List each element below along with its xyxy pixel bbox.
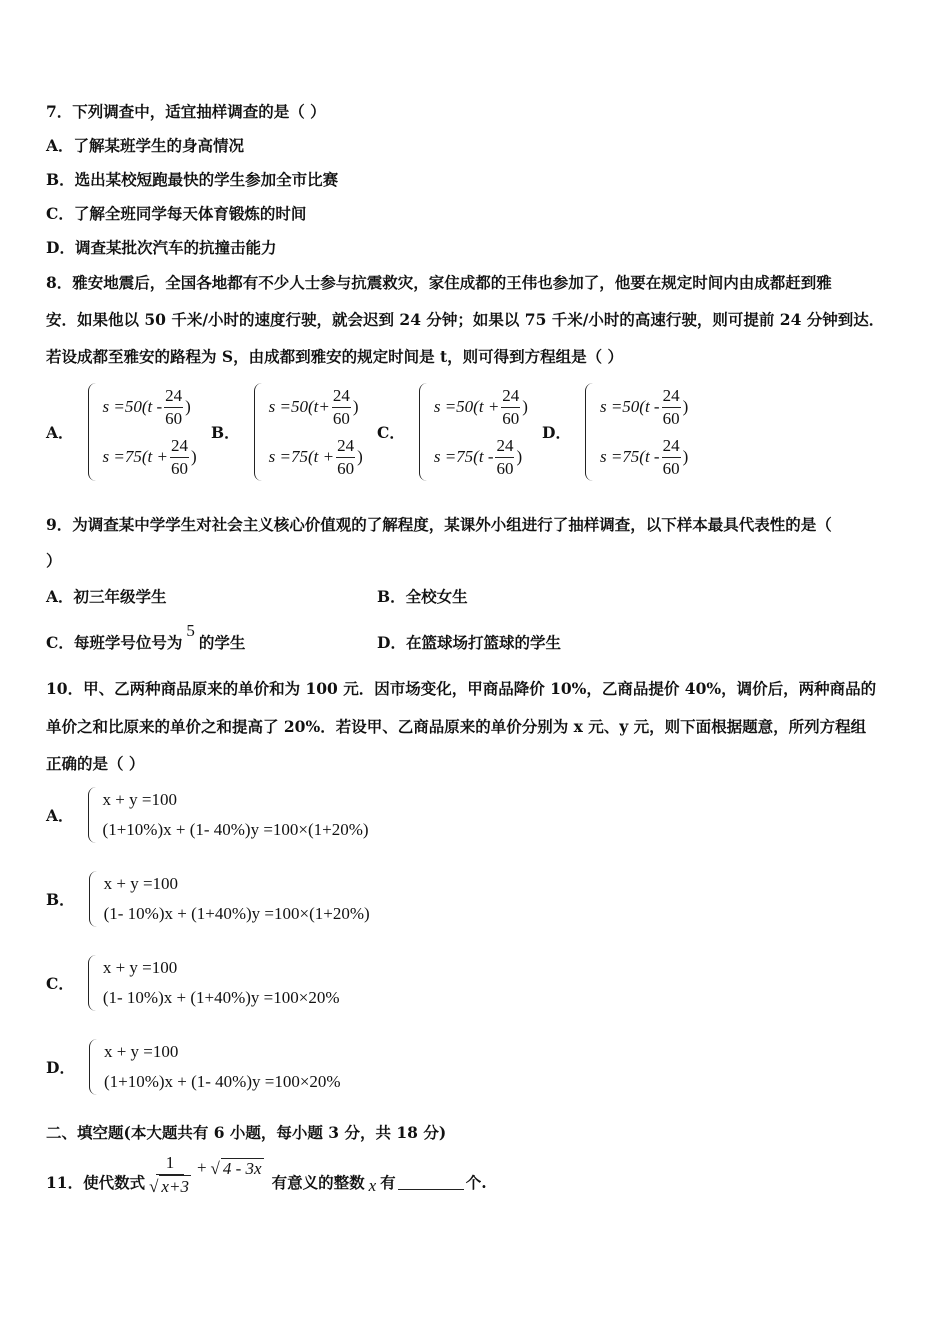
section-title: 二、填空题(本大题共有 6 小题，每小题 3 分，共 18 分) — [46, 1123, 447, 1142]
fraction-numerator: 24 — [662, 385, 681, 408]
fraction-numerator: 24 — [332, 385, 351, 408]
q9-stem-line2: ） — [46, 551, 62, 570]
q10-option-c — [46, 954, 339, 1012]
q8-option-label: B． — [211, 423, 240, 442]
equation-system — [254, 383, 363, 481]
q10-option-b — [46, 870, 370, 928]
fraction-numerator: 24 — [336, 435, 355, 458]
q10-stem-line2: 单价之和比原来的单价之和提高了 20%．若设甲、乙商品原来的单价分别为 x 元、y 元，则下面根据题意，所列方程组 — [46, 717, 867, 736]
q10-option-label: B． — [46, 890, 75, 909]
q10-stem-line3: 正确的是（ ） — [46, 754, 145, 773]
equation: (1+10%)x + (1- 40%)y =100×(1+20%) — [102, 820, 369, 839]
equation: x + y =100 — [102, 958, 178, 977]
equation: (1- 10%)x + (1+40%)y =100×(1+20%) — [103, 904, 370, 923]
fraction-denominator — [149, 1175, 191, 1198]
equation-system — [585, 383, 688, 481]
q11-mid: 有意义的整数 — [271, 1173, 365, 1192]
paren: ) — [522, 397, 528, 416]
brace-icon — [88, 787, 99, 843]
q11 — [46, 1150, 487, 1200]
paren: ) — [352, 397, 359, 416]
q11-have: 有 — [380, 1173, 396, 1192]
fraction-numerator: 24 — [164, 385, 183, 408]
q8-option-label: D． — [542, 423, 571, 442]
fraction-denominator: 60 — [337, 458, 355, 478]
q8-stem-line1: 8．雅安地震后，全国各地都有不少人士参与抗震救灾，家住成都的王伟也参加了，他要在规定时间内由成都赶到雅 — [46, 273, 832, 292]
radicand: 4 - 3x — [222, 1158, 262, 1178]
equation: s =50(t + — [433, 397, 500, 416]
brace-icon — [419, 383, 430, 481]
sqrt-icon: √ — [210, 1158, 220, 1178]
q7-option-c: C．了解全班同学每天体育锻炼的时间 — [46, 204, 307, 223]
q11-fraction — [149, 1152, 191, 1198]
equation: x + y =100 — [103, 1042, 179, 1061]
fraction-numerator: 24 — [662, 435, 681, 458]
q7-option-b: B．选出某校短跑最快的学生参加全市比赛 — [46, 170, 339, 189]
q11-sqrt — [211, 1158, 264, 1179]
q10-option-label: D． — [46, 1058, 75, 1077]
q10-stem-line1: 10．甲、乙两种商品原来的单价和为 100 元．因市场变化，甲商品降价 10%，乙商品提价 40%，调价后，两种商品的 — [46, 679, 877, 698]
brace-icon — [89, 1039, 100, 1095]
q8-option-a — [46, 382, 197, 482]
equation: (1+10%)x + (1- 40%)y =100×20% — [103, 1072, 341, 1091]
q10-option-label: C． — [46, 974, 74, 993]
q8-option-label: A． — [46, 423, 74, 442]
equation: s =50(t+ — [268, 397, 330, 416]
equation-system — [88, 955, 340, 1011]
q7-stem: 7．下列调查中，适宜抽样调查的是（ ） — [46, 102, 326, 121]
fraction-denominator: 60 — [496, 458, 514, 478]
paren: ) — [185, 397, 191, 416]
fraction-denominator: 60 — [502, 408, 520, 428]
fraction-denominator: 60 — [662, 408, 680, 428]
equation-system — [88, 787, 369, 843]
sqrt-icon: √ — [149, 1177, 159, 1196]
fraction-numerator: 1 — [156, 1152, 185, 1175]
fraction-numerator: 24 — [501, 385, 520, 408]
paren: ) — [190, 447, 197, 466]
q8-stem-line3: 若设成都至雅安的路程为 S，由成都到雅安的规定时间是 t，则可得到方程组是（ ） — [46, 347, 624, 366]
brace-icon — [585, 383, 596, 481]
equation-system — [89, 871, 370, 927]
plus-sign: + — [196, 1158, 207, 1177]
answer-blank[interactable] — [398, 1175, 464, 1190]
brace-icon — [254, 383, 265, 481]
q9-option-a: A．初三年级学生 — [46, 587, 167, 606]
q11-var: x — [368, 1176, 377, 1195]
equation: s =50(t - — [102, 397, 163, 416]
q8-option-c — [377, 382, 528, 482]
q10-option-a — [46, 786, 369, 844]
q8-stem-line2: 安．如果他以 50 千米/小时的速度行驶，就会迟到 24 分钟；如果以 75 千米/小时的高速行驶，则可提前 24 分钟到达． — [46, 310, 885, 329]
q7-option-d: D．调查某批次汽车的抗撞击能力 — [46, 238, 277, 257]
q7-option-a: A．了解某班学生的身高情况 — [46, 136, 245, 155]
equation: s =75(t + — [268, 447, 335, 466]
q10-option-d — [46, 1038, 341, 1096]
paren: ) — [682, 447, 689, 466]
equation: (1- 10%)x + (1+40%)y =100×20% — [102, 988, 340, 1007]
fraction-denominator: 60 — [170, 458, 188, 478]
q8-option-d — [542, 382, 688, 482]
fraction-denominator: 60 — [165, 408, 183, 428]
q9-option-c-post: 的学生 — [198, 633, 246, 652]
brace-icon — [88, 383, 99, 481]
fraction-numerator: 24 — [170, 435, 189, 458]
equation: s =75(t - — [599, 447, 660, 466]
equation: s =75(t + — [102, 447, 168, 466]
q11-pre: 11．使代数式 — [46, 1173, 146, 1192]
brace-icon — [89, 871, 100, 927]
equation-system — [88, 383, 197, 481]
fraction-denominator: 60 — [662, 458, 680, 478]
equation: x + y =100 — [103, 874, 179, 893]
q9-option-c — [46, 621, 246, 653]
paren: ) — [357, 447, 363, 466]
radicand: x+3 — [161, 1177, 189, 1196]
q9-option-c-pre: C．每班学号位号为 — [46, 633, 183, 652]
equation-system — [89, 1039, 341, 1095]
q11-post: 个. — [465, 1173, 487, 1192]
equation: s =50(t - — [599, 397, 660, 416]
fraction-denominator: 60 — [332, 408, 350, 428]
q9-option-d: D．在篮球场打篮球的学生 — [377, 633, 561, 652]
q9-stem-line1: 9．为调查某中学学生对社会主义核心价值观的了解程度，某课外小组进行了抽样调查，以下样本最具代表性的是（ — [46, 515, 832, 534]
fraction-numerator: 24 — [495, 435, 514, 458]
paren: ) — [682, 397, 689, 416]
brace-icon — [88, 955, 99, 1011]
equation: s =75(t - — [433, 447, 494, 466]
q8-option-label: C． — [377, 423, 405, 442]
equation: x + y =100 — [102, 790, 177, 809]
paren: ) — [516, 447, 523, 466]
q9-option-b: B．全校女生 — [377, 587, 468, 606]
equation-system — [419, 383, 528, 481]
q8-option-b — [211, 382, 363, 482]
q10-option-label: A． — [46, 806, 74, 825]
q9-option-c-number: 5 — [186, 621, 195, 640]
